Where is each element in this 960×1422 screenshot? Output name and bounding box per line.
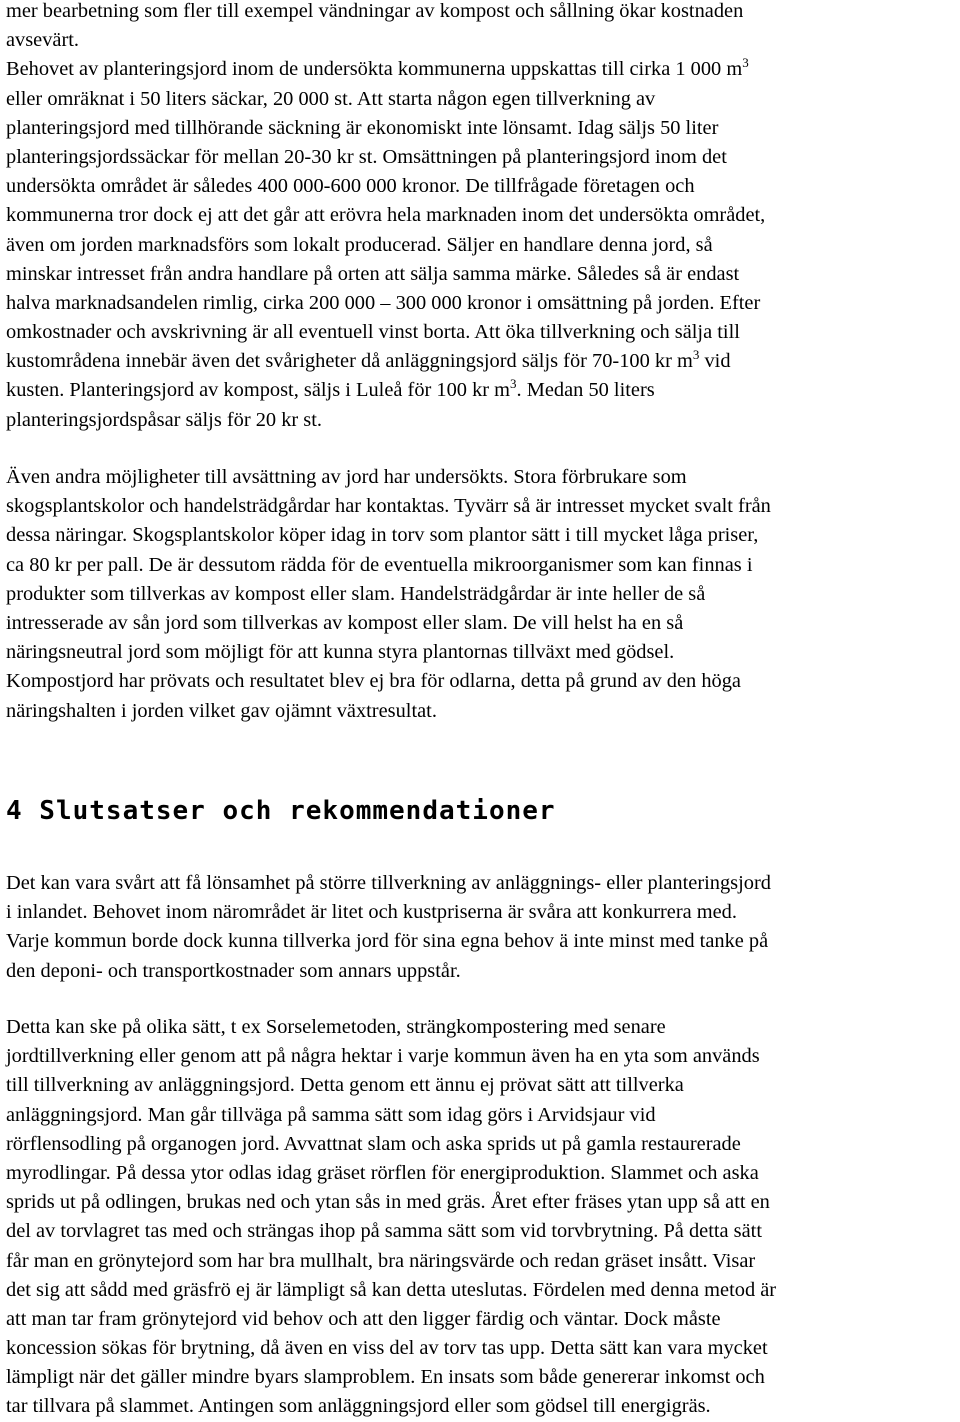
text-fragment: kusten. Planteringsjord av kompost, säljs i Luleå för 100 kr m — [6, 379, 511, 402]
text-line: näringsneutral jord som möjligt för att kunna styra plantornas tillväxt med gödsel. — [6, 641, 675, 664]
text-line: näringshalten i jorden vilket gav ojämnt växtresultat. — [6, 699, 437, 722]
text-line: Även andra möjligheter till avsättning av jord har undersökts. Stora förbrukare som — [6, 466, 687, 488]
text-line: till tillverkning av anläggningsjord. Detta genom ett ännu ej prövat sätt att tillverka — [6, 1074, 684, 1097]
text-line: koncession sökas för brytning, då även en viss del av torv tas upp. Detta sätt kan vara mycket — [6, 1337, 768, 1360]
text-line: det sig att sådd med gräsfrö ej är lämpligt så kan detta uteslutas. Fördelen med denna metod är — [6, 1278, 777, 1301]
text-line: intresserade av sån jord som tillverkas av kompost eller slam. De vill helst ha en så — [6, 611, 684, 634]
paragraph-planting-soil-demand — [6, 0, 765, 435]
text-line: avsevärt. — [6, 29, 80, 52]
text-fragment: kustområdena innebär även det svårigheter då anläggningsjord säljs för 70-100 kr m — [6, 350, 693, 373]
superscript: 3 — [510, 376, 517, 392]
text-line: undersökta området är således 400 000-600 000 kronor. De tillfrågade företagen och — [6, 175, 695, 198]
text-line: anläggningsjord. Man går tillväga på samma sätt som idag görs i Arvidsjaur vid — [6, 1103, 656, 1126]
text-line: får man en grönytejord som har bra mullhalt, bra näringsvärde och redan gräset insått. Visar — [6, 1249, 756, 1272]
text-line: halva marknadsandelen rimlig, cirka 200 000 – 300 000 kronor i omsättning på jorden. Efter — [6, 291, 761, 314]
text-line: myrodlingar. På dessa ytor odlas idag gräset rörflen för energiproduktion. Slammet och aska — [6, 1161, 759, 1184]
text-line: omkostnader och avskrivning är all eventuell vinst borta. Att öka tillverkning och sälja till — [6, 321, 740, 344]
text-line — [6, 347, 765, 376]
text-line: dessa näringar. Skogsplantskolor köper idag in torv som plantor sätt i till mycket låga priser, — [6, 524, 759, 547]
text-line: jordtillverkning eller genom att på några hektar i varje kommun även ha en yta som används — [6, 1045, 760, 1068]
text-line: sprids ut på odlingen, brukas ned och ytan sås in med gräs. Året efter fräses ytan upp så att en — [6, 1191, 770, 1214]
text-line: i inlandet. Behovet inom närområdet är litet och kustpriserna är svåra att konkurrera med. — [6, 901, 737, 924]
text-fragment: . Medan 50 liters — [516, 379, 655, 402]
text-line: ca 80 kr per pall. De är dessutom rädda för de eventuella mikroorganismer som kan finnas i — [6, 553, 753, 576]
text-line: tar tillvara på slammet. Antingen som anläggningsjord eller som gödsel till energigräs. — [6, 1395, 711, 1418]
superscript: 3 — [742, 55, 749, 71]
text-line: produkter som tillverkas av kompost eller slam. Handelsträdgårdar är inte heller de så — [6, 582, 706, 605]
text-line — [6, 55, 765, 84]
text-line: planteringsjordspåsar säljs för 20 kr st. — [6, 408, 322, 431]
text-line: skogsplantskolor och handelsträdgårdar har kontaktas. Tyvärr så är intresset mycket svalt från — [6, 495, 771, 518]
text-fragment: Behovet av planteringsjord inom de undersökta kommunerna uppskattas till cirka 1 000 m — [6, 58, 743, 81]
text-line: kommunerna tror dock ej att det går att erövra hela marknaden inom det undersökta området, — [6, 204, 766, 227]
paragraph-methods — [6, 1013, 776, 1422]
text-line: Varje kommun borde dock kunna tillverka jord för sina egna behov ä inte minst med tanke på — [6, 930, 769, 953]
text-line: Kompostjord har prövats och resultatet blev ej bra för odlarna, detta på grund av den höga — [6, 670, 741, 693]
text-line: rörflensodling på organogen jord. Avvattnat slam och aska sprids ut på gamla restaurerade — [6, 1132, 741, 1155]
text-line: Detta kan ske på olika sätt, t ex Sorselemetoden, strängkompostering med senare — [6, 1016, 666, 1038]
text-line: planteringsjordssäckar för mellan 20-30 kr st. Omsättningen på planteringsjord inom det — [6, 145, 727, 168]
text-line — [6, 376, 765, 405]
section-heading: 4 Slutsatser och rekommendationer — [6, 796, 556, 826]
text-line: lämpligt när det gäller mindre byars slamproblem. En insats som både genererar inkomst och — [6, 1366, 765, 1389]
text-line: minskar intresset från andra handlare på orten att sälja samma märke. Således så är endast — [6, 262, 740, 285]
text-line: mer bearbetning som fler till exempel vändningar av kompost och sållning ökar kostnaden — [6, 0, 744, 22]
paragraph-other-outlets — [6, 463, 771, 726]
text-line: den deponi- och transportkostnader som annars uppstår. — [6, 959, 461, 982]
paragraph-conclusions — [6, 869, 771, 986]
text-line: eller omräknat i 50 liters säckar, 20 000 st. Att starta någon egen tillverkning av — [6, 87, 656, 110]
text-fragment: vid — [699, 350, 731, 373]
text-line: även om jorden marknadsförs som lokalt producerad. Säljer en handlare denna jord, så — [6, 233, 713, 256]
text-line: att man tar fram grönytejord vid behov och att den ligger färdig och väntar. Dock måste — [6, 1307, 721, 1330]
superscript: 3 — [692, 347, 700, 363]
text-line: Det kan vara svårt att få lönsamhet på större tillverkning av anläggnings- eller planteringsjord — [6, 872, 771, 894]
text-line: planteringsjord med tillhörande säckning är ekonomiskt inte lönsamt. Idag säljs 50 liter — [6, 116, 719, 139]
text-line: del av torvlagret tas med och strängas ihop på samma sätt som vid torvbrytning. På detta sätt — [6, 1220, 762, 1243]
